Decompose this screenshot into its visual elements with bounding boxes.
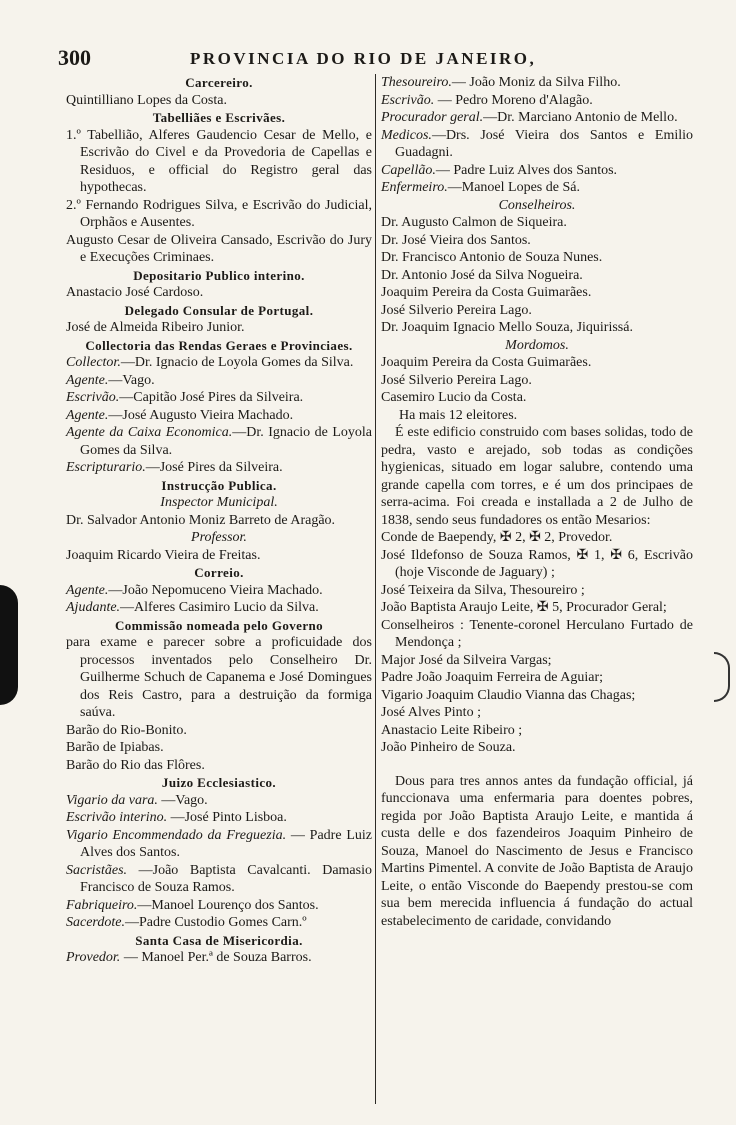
list-entry: Dr. José Vieira dos Santos. [381,232,531,248]
list-entry: João Baptista Araujo Leite, ✠ 5, Procurador Geral; [381,600,667,615]
role-entry [66,599,372,617]
page-header [58,45,688,77]
list-entry: João Pinheiro de Souza. [381,740,516,755]
section-subheading: Professor. [191,530,247,545]
list-entry: Barão do Rio das Flôres. [66,757,205,773]
section-heading: Correio. [194,565,244,580]
role-holder: —Dr. Marciano Antonio de Mello. [483,110,678,125]
list-entry: Quintilliano Lopes da Costa. [66,92,227,108]
column-divider [375,74,376,1104]
role-entry [66,862,372,897]
section-heading: Collectoria das Rendas Geraes e Provinciaes. [85,337,353,353]
role-label: Agente. [66,582,109,598]
role-entry [66,949,372,967]
role-holder: — Manoel Per.ª de Souza Barros. [120,950,312,965]
role-label: Sacerdote. [66,915,125,930]
running-title: PROVINCIA DO RIO DE JANEIRO, [190,49,537,68]
list-entry: Anastacio José Cardoso. [66,285,204,300]
list-entry: Conselheiros : Tenente-coronel Herculano Furtado de Mendonça ; [381,617,693,650]
list-entry: Dr. Salvador Antonio Moniz Barreto de Aragão. [66,512,336,528]
list-entry: José Silverio Pereira Lago. [381,372,532,388]
role-label: Enfermeiro. [381,180,448,195]
body-paragraph: É este edificio construido com bases solidas, todo de pedra, vasto e arejado, sob todas as condições hygienicas, situado em logar salubre, contendo uma grande capella com torres, e é um dos principaes de serra-acima. Foi creada e installada a 2 de Julho de 1838, sendo seus fundadores os então Mesarios: [381,425,693,528]
role-entry [66,897,372,915]
role-entry [66,407,372,425]
section-heading: Tabelliães e Escrivães. [152,110,286,125]
role-holder: —José Pires da Silveira. [145,460,283,475]
role-label: Provedor. [66,950,121,965]
role-holder: —João Nepomuceno Vieira Machado. [108,582,323,598]
list-entry: José de Almeida Ribeiro Junior. [66,320,245,335]
role-label: Procurador geral. [381,110,484,125]
role-entry [66,389,372,407]
page-number: 300 [58,45,91,70]
list-entry: 1.º Tabellião, Alferes Gaudencio Cesar de Mello, e Escrivão do Civel e da Provedoria de Capellas e Residuos, e official do Registro geral das hypothecas. [66,127,372,195]
role-holder: —Padre Custodio Gomes Carn.º [124,915,307,930]
role-holder: —Vago. [108,372,155,388]
role-holder: —José Augusto Vieira Machado. [108,407,294,423]
role-holder: —João Baptista Cavalcanti. Damasio Francisco de Souza Ramos. [80,862,372,895]
list-entry: Major José da Silveira Vargas; [381,652,552,668]
list-entry: Joaquim Pereira da Costa Guimarães. [381,285,592,300]
section-heading: Delegado Consular de Portugal. [124,302,314,318]
list-entry: José Alves Pinto ; [381,705,481,720]
body-paragraph: Dous para tres annos antes da fundação official, já funccionava uma enfermaria para doentes pobres, regida por João Baptista Araujo Leite, e mantida á custa delle e dos fazendeiros Joaquim Pinheiro de Souza, Manoel do Nascimento de Jesus e Francisco Martins Pimentel. A convite de João Baptista de Araujo Leite, o então Visconde do Baependy prestou-se com sua bem merecida influencia á fundação do actual estabelecimento de caridade, convidando [381,773,693,929]
role-entry [66,827,372,862]
section-heading: Depositario Publico interino. [133,267,305,283]
role-label: Collector. [66,355,121,370]
role-label: Escripturario. [66,460,146,475]
role-entry [66,792,372,810]
role-entry [66,372,372,390]
role-entry [381,92,693,110]
role-entry [381,179,693,197]
list-entry: José Silverio Pereira Lago. [381,302,532,318]
role-holder: —Drs. José Vieira dos Santos e Emilio Guadagni. [395,127,693,160]
list-entry: Dr. Francisco Antonio de Souza Nunes. [381,250,603,265]
list-entry: José Teixeira da Silva, Thesoureiro ; [381,582,585,598]
role-label: Thesoureiro. [381,75,452,90]
role-holder: —José Pinto Lisboa. [167,810,287,825]
role-holder: — Pedro Moreno d'Alagão. [434,92,593,108]
role-holder: —Manoel Lourenço dos Santos. [137,897,319,913]
list-entry: Joaquim Ricardo Vieira de Freitas. [66,547,261,563]
role-label: Escrivão. [381,92,435,108]
role-label: Capellão. [381,162,436,178]
role-entry [66,809,372,827]
list-entry: 2.º Fernando Rodrigues Silva, e Escrivão do Judicial, Orphãos e Ausentes. [66,197,372,230]
role-entry [66,459,372,477]
list-entry: Joaquim Pereira da Costa Guimarães. [381,355,592,370]
section-subheading: Mordomos. [505,337,569,353]
note-line: Ha mais 12 eleitores. [399,407,518,423]
section-heading: Carcereiro. [185,75,253,90]
role-holder: —Manoel Lopes de Sá. [447,180,580,195]
role-holder: —Dr. Ignacio de Loyola Gomes da Silva. [120,355,354,370]
list-entry: Conde de Baependy, ✠ 2, ✠ 2, Provedor. [381,530,613,545]
role-holder: —Vago. [157,792,208,808]
list-entry: Augusto Cesar de Oliveira Cansado, Escrivão do Jury e Execuções Criminaes. [66,232,372,265]
section-subheading: Inspector Municipal. [160,495,278,510]
role-entry [381,74,693,92]
list-entry: Dr. Joaquim Ignacio Mello Souza, Jiquirissá. [381,320,633,335]
list-entry: Casemiro Lucio da Costa. [381,390,527,405]
role-label: Agente. [66,372,109,388]
role-label: Vigario da vara. [66,792,158,808]
section-heading: Commissão nomeada pelo Governo [114,617,324,633]
left-column [66,74,372,967]
role-holder: — João Moniz da Silva Filho. [451,75,621,90]
role-holder: —Dr. Ignacio de Loyola Gomes da Silva. [80,425,372,458]
role-label: Escrivão. [66,390,120,405]
role-holder: —Capitão José Pires da Silveira. [119,390,304,405]
margin-pencil-mark [714,652,730,702]
role-label: Agente da Caixa Economica. [66,425,233,440]
list-entry: Barão do Rio-Bonito. [66,722,187,738]
role-label: Medicos. [381,127,432,143]
list-entry: Padre João Joaquim Ferreira de Aguiar; [381,670,603,685]
role-label: Agente. [66,407,109,423]
role-entry [381,109,693,127]
role-label: Vigario Encommendado da Freguezia. [66,827,287,843]
ink-blot-margin [0,585,18,705]
role-entry [66,424,372,459]
list-entry: para exame e parecer sobre a proficuidade dos processos inventados pelo Conselheiro Dr. Guilherme Schuch de Capanema e José Domingues dos Reis Castro, para a destruição da formiga saúva. [66,635,372,720]
section-subheading: Conselheiros. [498,197,576,213]
list-entry: Barão de Ipiabas. [66,740,164,755]
list-entry: José Ildefonso de Souza Ramos, ✠ 1, ✠ 6, Escrivão (hoje Visconde de Jaguary) ; [381,547,693,580]
role-label: Ajudante. [66,600,121,615]
list-entry: Vigario Joaquim Claudio Vianna das Chagas; [381,687,636,703]
role-entry [381,127,693,162]
role-label: Sacristães. [66,862,128,878]
right-column [381,74,693,930]
role-holder: — Padre Luiz Alves dos Santos. [80,827,372,860]
role-entry [381,162,693,180]
role-entry [66,354,372,372]
section-heading: Instrucção Publica. [161,477,277,493]
role-holder: — Padre Luiz Alves dos Santos. [435,162,618,178]
role-holder: —Alferes Casimiro Lucio da Silva. [120,600,319,615]
section-heading: Juizo Ecclesiastico. [161,775,277,790]
list-entry: Dr. Augusto Calmon de Siqueira. [381,215,567,230]
list-entry: Dr. Antonio José da Silva Nogueira. [381,267,583,283]
section-heading: Santa Casa de Misericordia. [135,932,303,948]
role-entry [66,914,372,932]
list-entry: Anastacio Leite Ribeiro ; [381,722,523,738]
role-entry [66,582,372,600]
role-label: Escrivão interino. [66,810,168,825]
role-label: Fabriqueiro. [66,897,138,913]
